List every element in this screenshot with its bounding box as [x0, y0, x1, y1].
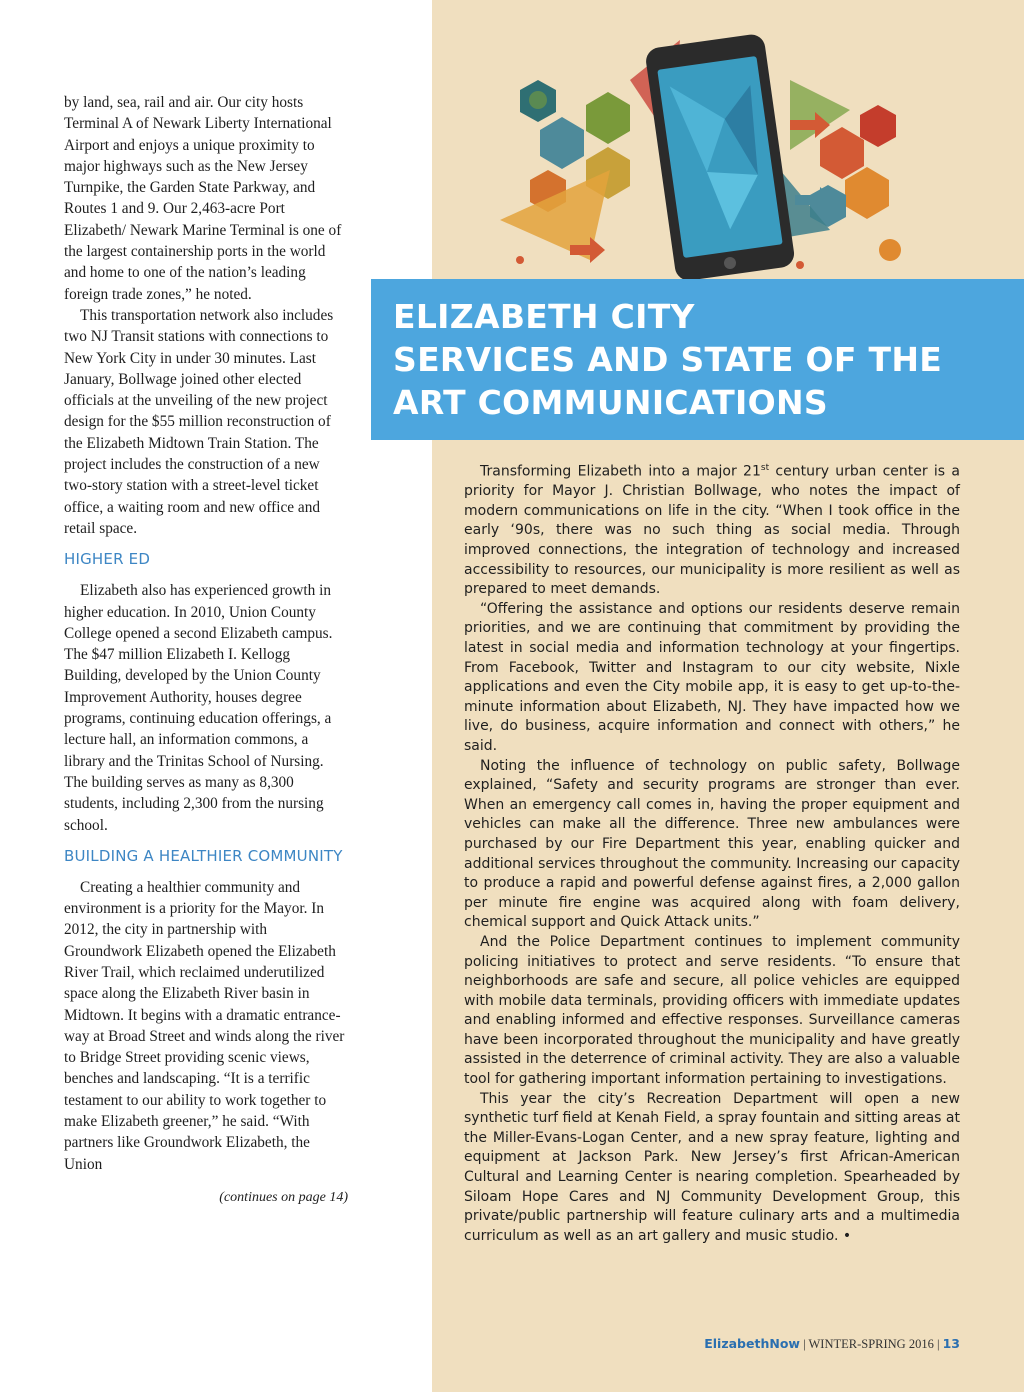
paragraph: Creating a healthier community and environment is a priority for the Mayor. In 2012, the city in partnership with Groundwork Elizabeth opened the Elizabeth River Trail, which reclaimed underutilized space along the Elizabeth River basin in Midtown. It begins with a dramatic entrance-way at Broad Street and winds along the river to Bridge Street providing scenic views, benches and landscaping. “It is a terrific testament to our ability to work together to make Elizabeth greener,” he said. “With partners like Groundwork Elizabeth, the Union	[64, 878, 345, 1173]
issue-date: WINTER-SPRING 2016	[808, 1337, 934, 1351]
title-line: ELIZABETH CITY	[393, 297, 695, 336]
page-title	[393, 295, 1003, 424]
paragraph: Elizabeth also has experienced growth in higher education. In 2010, Union County College opened a second Elizabeth campus. The $47 million Elizabeth I. Kellogg Building, developed by the Union County Improvement Authority, houses degree programs, continuing education offerings, a lecture hall, an information commons, a library and the Trinitas School of Nursing. The building serves as many as 8,300 students, including 2,300 from the nursing school.	[64, 582, 333, 834]
title-line: SERVICES AND STATE OF THE	[393, 340, 943, 379]
superscript: st	[760, 463, 770, 473]
title-banner	[371, 279, 1024, 440]
paragraph: Noting the influence of technology on public safety, Bollwage explained, “Safety and security programs are stronger than ever. When an emergency call comes in, having the proper equipment and vehicles can make all the difference. Three new ambulances were purchased by our Fire Department this year, enabling quicker and additional services throughout the community. Increasing our capacity to produce a rapid and powerful defense against fires, a 2,000 gallon per minute fire engine was acquired along with foam delivery, chemical support and Quick Attack units.”	[464, 757, 960, 931]
paragraph: This year the city’s Recreation Department will open a new synthetic turf field at Kenah Field, a spray fountain and sitting areas at the Miller-Evans-Logan Center, and a new spray feature, lighting and equipment at Jackson Park. New Jersey’s first African-American Cultural and Learning Center is nearing completion. Spearheaded by Siloam Hope Cares and NJ Community Development Group, this private/public partnership will feature culinary arts and a multimedia curriculum as well as an art gallery and music studio. •	[464, 1090, 960, 1244]
page-footer	[620, 1336, 960, 1352]
separator: |	[799, 1337, 809, 1351]
magazine-name: ElizabethNow	[704, 1336, 800, 1351]
left-column	[64, 92, 348, 1208]
paragraph: This transportation network also includes two NJ Transit stations with connections to New York City in under 30 minutes. Last January, Bollwage joined other elected officials at the unveiling of the new project design for the $55 million reconstruction of the Elizabeth Midtown Train Station. The project includes the construction of a new two-story station with a street-level ticket office, a waiting room and new office and retail space.	[64, 306, 334, 537]
paragraph: by land, sea, rail and air. Our city hosts Terminal A of Newark Liberty International Airport and enjoys a unique proximity to major highways such as the New Jersey Turnpike, the Garden State Parkway, and Routes 1 and 9. Our 2,463-acre Port Elizabeth/ Newark Marine Terminal is one of the largest containership ports in the world and home to one of the nation’s leading foreign trade zones,” he noted.	[64, 94, 342, 303]
subheading-higher-ed: HIGHER ED	[64, 550, 151, 569]
text-run: century urban center is a priority for Mayor J. Christian Bollwage, who notes the impact of modern communications on life in the city. “When I took office in the early ‘90s, there was no such thing as social media. Through improved connections, the integration of technology and increased accessibility to resources, our municipality is more resilient as well as prepared to meet demands.	[464, 463, 960, 598]
paragraph	[464, 459, 960, 600]
separator: |	[933, 1337, 943, 1351]
right-column	[464, 459, 960, 1246]
paragraph: “Offering the assistance and options our residents deserve remain priorities, and we are continuing that commitment by providing the latest in social media and information technology at your fingertips. From Facebook, Twitter and Instagram to our city website, Nixle applications and even the City mobile app, it is easy to get up-to-the-minute information about Elizabeth, NJ. They have impacted how we live, do business, acquire information and connect with others,” he said.	[464, 600, 960, 754]
phone-icon	[644, 33, 796, 282]
page-number: 13	[942, 1336, 960, 1351]
title-line: ART COMMUNICATIONS	[393, 383, 828, 422]
text-run: Transforming Elizabeth into a major 21	[480, 463, 761, 480]
subheading-healthier-community: BUILDING A HEALTHIER COMMUNITY	[64, 846, 343, 865]
technology-illustration	[490, 20, 930, 285]
continues-note: (continues on page 14)	[219, 1189, 348, 1205]
paragraph: And the Police Department continues to implement community policing initiatives to protect and serve residents. “To ensure that neighborhoods are safe and secure, all police vehicles are equipped with mobile data terminals, providing officers with immediate updates and enabling informed and effective responses. Surveillance cameras have been incorporated throughout the municipality and have greatly assisted in the deterrence of criminal activity. They are also a valuable tool for gathering important information pertaining to investigations.	[464, 933, 960, 1088]
